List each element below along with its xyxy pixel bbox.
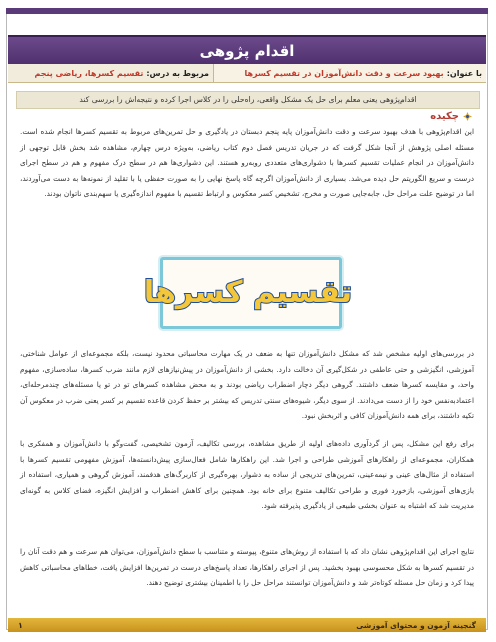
top-accent-bar <box>6 8 488 14</box>
topic-image <box>143 257 353 329</box>
subject-value: بهبود سرعت و دقت دانش‌آموزان در تقسیم کسرها <box>244 68 444 78</box>
abstract-heading <box>430 111 472 122</box>
definition-banner: اقدام‌پژوهی یعنی معلم برای حل یک مشکل واقعی، راه‌حلی را در کلاس اجرا کرده و نتیجه‌اش را بررسی کند <box>16 91 480 109</box>
abstract-heading-text: چکیده <box>430 111 459 122</box>
title-bar <box>8 35 486 67</box>
subject-cell <box>213 64 486 82</box>
abstract-paragraph-3: برای رفع این مشکل، پس از گردآوری داده‌های اولیه از طریق مشاهده، بررسی تکالیف، آزمون تشخیصی، گفت‌وگو با دانش‌آموزان و همفکری با همکاران، مجموعه‌ای از راهکارهای آموزشی طراحی و اجرا شد. این راهکارها شامل فعال‌سازی پیش‌دانسته‌ها، آموزش مفهومی تقسیم کسرها با استفاده از مثال‌های عینی و نیمه‌عینی، تمرین‌های تدریجی از ساده به دشوار، بهره‌گیری از کاربرگ‌های هدفمند، آموزش گروهی و همیاری، استفاده از بازی‌های آموزشی، بازخورد فوری و طراحی تکالیف متنوع برای خانه بود. همچنین برای کاهش اضطراب و افزایش انگیزه، فضای کلاس به گونه‌ای مدیریت شد که اشتباه به عنوان بخشی طبیعی از یادگیری پذیرفته شود. <box>20 439 474 510</box>
abstract-paragraph-1: این اقدام‌پژوهی با هدف بهبود سرعت و دقت دانش‌آموزان پایه پنجم دبستان در یادگیری و حل تمرین‌های مربوط به تقسیم کسرها انجام شده است. مسئله اصلی پژوهش از آنجا شکل گرفت که در جریان تدریس فصل دوم کتاب ریاضی، به‌ویژه درس چهارم، مشاهده شد بخش قابل توجهی از دانش‌آموزان در انجام عملیات تقسیم کسرها با دشواری‌های متعددی روبه‌رو هستند. این دشواری‌ها هم در سطح درک مفهوم و هم در سطح اجرای درست و سریع الگوریتم حل دیده می‌شد. بسیاری از دانش‌آموزان اگرچه گاه پاسخ نهایی را به صورت حفظی یا با تقلید از نمونه‌ها به دست می‌آوردند، اما در توضیح علت مراحل حل، جابه‌جایی صورت و مخرج، تشخیص کسر معکوس و ارتباط تقسیم با مفهوم اندازه‌گیری یا سهم‌بندی ناتوان بودند. <box>20 127 474 198</box>
related-cell <box>8 64 213 82</box>
subject-label: با عنوان: <box>446 68 482 78</box>
footer-text: گنجینه آزمون و محتوای آموزشی <box>356 620 476 630</box>
page-title: اقدام پژوهی <box>199 42 295 60</box>
pin-icon <box>463 112 472 121</box>
info-row <box>8 64 486 83</box>
related-label: مربوط به درس: <box>146 68 209 78</box>
topic-image-text: تقسیم کسرها <box>143 275 353 310</box>
page-footer <box>8 618 486 632</box>
abstract-paragraph-2: در بررسی‌های اولیه مشخص شد که مشکل دانش‌آموزان تنها به ضعف در یک مهارت محاسباتی محدود نیست، بلکه مجموعه‌ای از عوامل شناختی، آموزشی، انگیزشی و حتی عاطفی در شکل‌گیری آن دخالت دارد. بخشی از دانش‌آموزان در پیش‌نیازهای لازم مانند ضرب کسرها، ساده‌سازی، مفهوم واحد، و مقایسه کسرها ضعف داشتند. گروهی دیگر دچار اضطراب ریاضی بودند و به محض مشاهده کسرهای تو در تو یا مسئله‌های چندمرحله‌ای، اعتمادبه‌نفس خود را از دست می‌دادند. از سوی دیگر، شیوه‌های سنتی تدریس که بیشتر بر حفظ کردن قاعده تقسیم بر کسر یعنی ضرب در معکوس آن تکیه داشتند، برای همه دانش‌آموزان کافی و اثربخش نبود. <box>20 349 474 420</box>
page-number: ۱ <box>18 620 23 630</box>
related-value: تقسیم کسرها، ریاضی پنجم <box>34 68 144 78</box>
abstract-paragraph-4: نتایج اجرای این اقدام‌پژوهی نشان داد که با استفاده از روش‌های متنوع، پیوسته و متناسب با سطح دانش‌آموزان، می‌توان هم سرعت و هم دقت آنان را در تقسیم کسرها به شکل محسوسی بهبود بخشید. پس از اجرای راهکارها، تعداد پاسخ‌های درست در تمرین‌ها افزایش یافت، خطاهای محاسباتی کاهش پیدا کرد و زمان حل مسئله کوتاه‌تر شد و دانش‌آموزان توانستند مراحل حل را با اطمینان بیشتری توضیح دهند. <box>20 547 474 587</box>
